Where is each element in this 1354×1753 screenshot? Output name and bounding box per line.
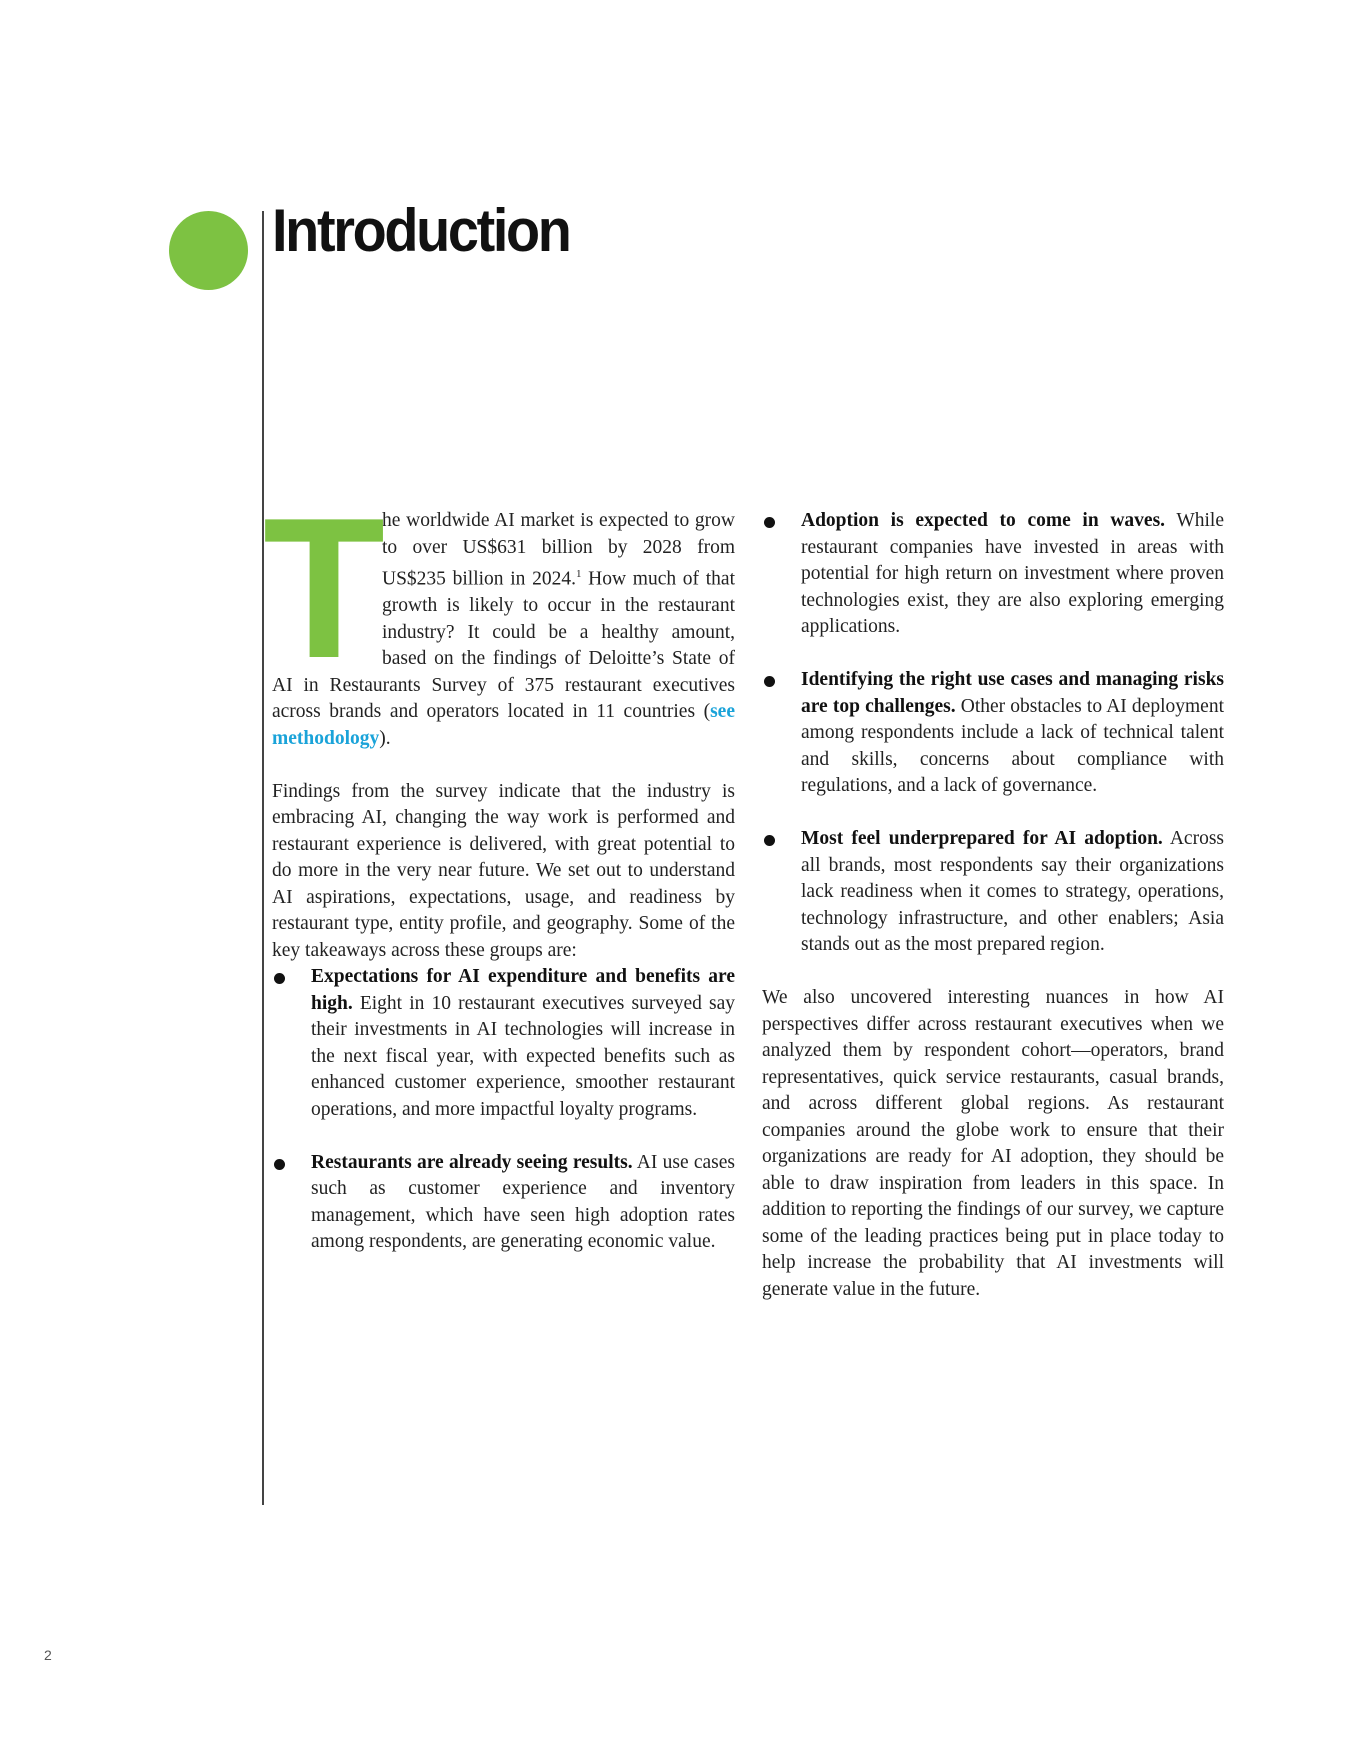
bullet-text: Other obstacles to AI deployment among respondents include a lack of technical talent and skills, concerns about compliance with regulations, and a lack of governance. [801,695,1224,796]
list-item [272,1150,735,1256]
footnote-marker: 1 [575,568,582,580]
green-circle-decoration [169,211,248,290]
bullet-icon [764,835,775,846]
bullet-heading: Most feel underprepared for AI adoption. [801,828,1163,849]
bullet-heading: Identifying the right use cases and managing risks are top challenges. [801,669,1224,717]
dropcap-letter [262,477,386,700]
vertical-rule [262,211,264,1505]
list-item [762,667,1224,800]
intro-paragraph [262,477,735,752]
intro-text-end: ). [379,727,391,749]
left-column [262,477,735,1256]
bullet-icon [764,676,775,687]
bullet-text: Across all brands, most respondents say their organizations lack readiness when it comes to strategy, operations, technology infrastructure, and other enablers; Asia stands out as the most prepared region. [801,828,1224,955]
methodology-link[interactable]: see methodology [272,701,735,749]
bullet-heading: Restaurants are already seeing results. [311,1151,633,1173]
right-column [762,508,1224,1303]
list-item [762,508,1224,641]
bullet-text: While restaurant companies have invested in areas with potential for high return on investment where proven technologies exist, they are also exploring emerging applications. [801,510,1224,637]
page-title: Introduction [272,197,570,264]
bullet-icon [274,1159,285,1170]
intro-text-start: he worldwide AI market is expected to grow to over US$631 billion by 2028 from US$235 billion in 2024. [382,510,735,590]
findings-paragraph: Findings from the survey indicate that the industry is embracing AI, changing the way work is performed and restaurant experience is delivered, with great potential to do more in the very near future. We set out to understand AI aspirations, expectations, usage, and readiness by restaurant type, entity profile, and geography. Some of the key takeaways across these groups are: [272,780,735,961]
bullet-heading: Expectations for AI expenditure and benefits are high. [311,966,735,1014]
bullet-heading: Adoption is expected to come in waves. [801,510,1166,531]
right-bullet-list [762,508,1224,959]
list-item [762,826,1224,959]
bullet-icon [764,517,775,528]
list-item [272,964,735,1123]
page-number: 2 [44,1647,52,1663]
dropcap-t-shape [262,477,386,700]
closing-paragraph: We also uncovered interesting nuances in how AI perspectives differ across restaurant executives when we analyzed them by respondent cohort—operators, brand representatives, quick service restaurants, casual brands, and across different global regions. As restaurant companies around the globe work to ensure that their organizations are ready for AI adoption, they should be able to draw inspiration from leaders in this space. In addition to reporting the findings of our survey, we capture some of the leading practices being put in place today to help increase the probability that AI investments will generate value in the future. [762,987,1224,1300]
bullet-text: AI use cases such as customer experience and inventory management, which have seen high adoption rates among respondents, are generating economic value. [311,1151,735,1252]
bullet-text: Eight in 10 restaurant executives surveyed say their investments in AI technologies will increase in the next fiscal year, with expected benefits such as enhanced customer experience, smoother restaurant operations, and more impactful loyalty programs. [311,992,735,1120]
intro-text-middle: How much of that growth is likely to occur in the restaurant industry? It could be a healthy amount, based on the findings of Deloitte’s State of AI in Restaurants Survey of 375 restaurant executives across brands and operators located in 11 countries ( [272,568,735,722]
svg-text:T: T [262,477,386,700]
bullet-icon [274,973,285,984]
left-bullet-list [272,964,735,1256]
